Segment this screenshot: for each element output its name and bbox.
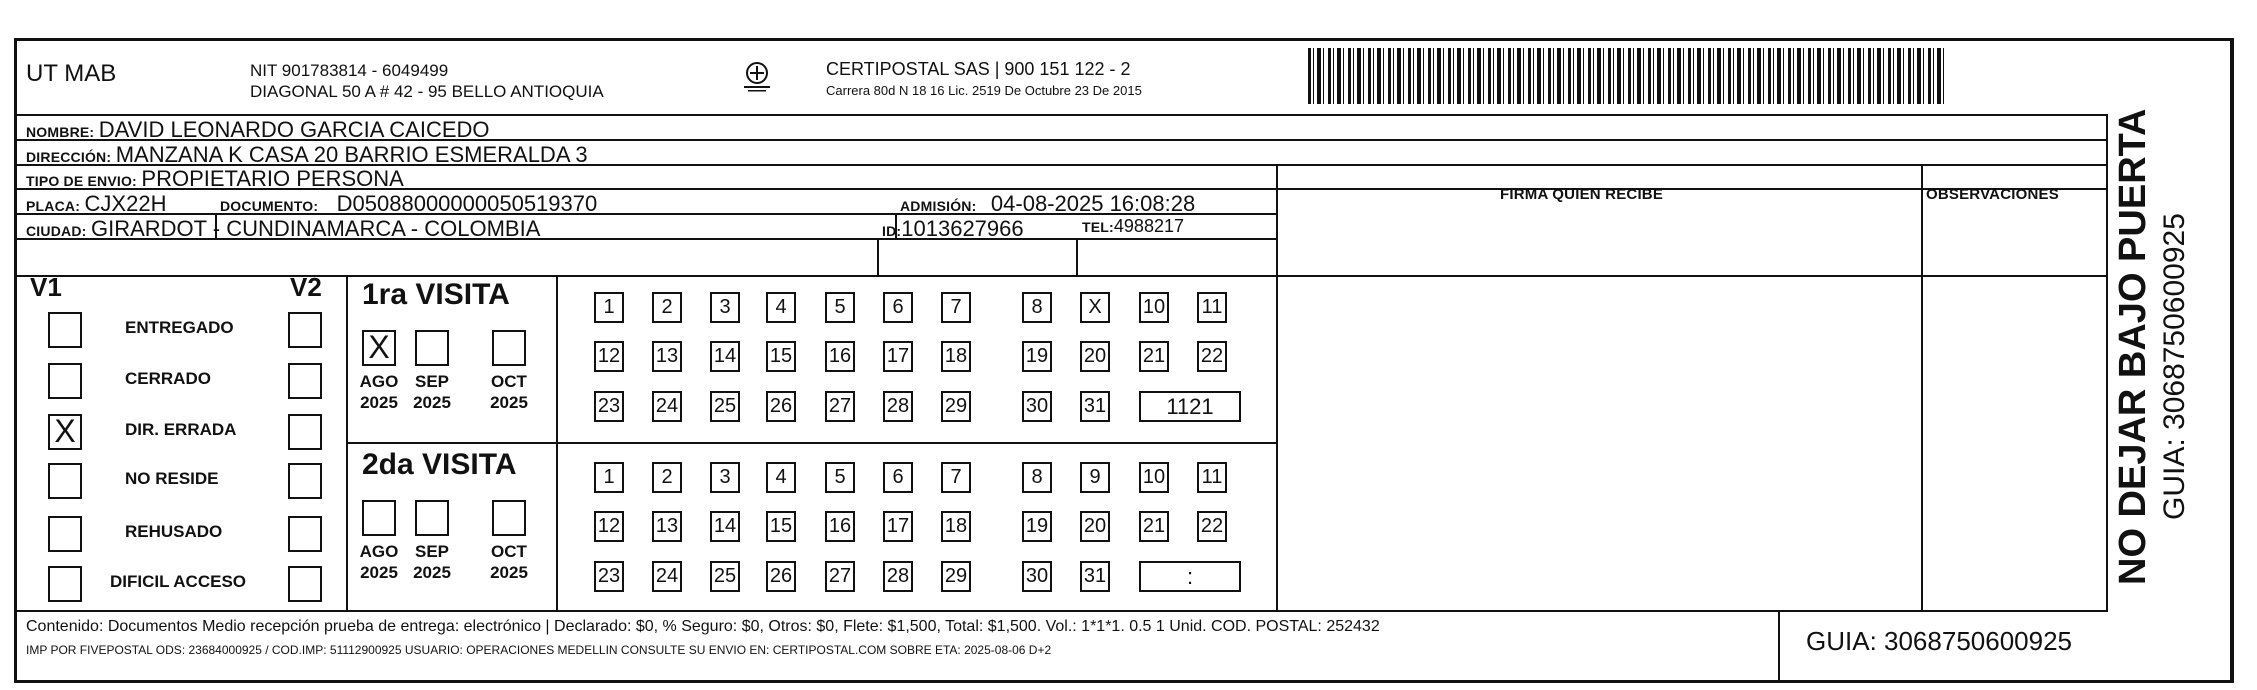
visit1-day-box[interactable]: 3 — [710, 292, 740, 323]
carrier-name: CERTIPOSTAL SAS | 900 151 122 - 2 — [826, 59, 1131, 79]
visit2-time-box[interactable]: : — [1139, 561, 1241, 592]
visit2-day-box[interactable]: 9 — [1080, 462, 1110, 493]
visit1-month-label: AGO — [359, 372, 399, 391]
visit1-day-box[interactable]: 19 — [1022, 341, 1052, 372]
document-field: DOCUMENTO: D05088000000050519370 — [220, 191, 598, 216]
carrier-license: Carrera 80d N 18 16 Lic. 2519 De Octubre 23 De 2015 — [826, 83, 1142, 98]
visit1-day-box[interactable]: 17 — [883, 341, 913, 372]
visit2-month-checkbox[interactable] — [492, 500, 526, 536]
visit1-day-box[interactable]: 31 — [1080, 391, 1110, 422]
visit2-day-box[interactable]: 5 — [825, 462, 855, 493]
visit2-title: 2da VISITA — [362, 448, 517, 481]
v1-label: V1 — [30, 272, 62, 302]
visit2-day-box[interactable]: 15 — [766, 511, 796, 542]
visit1-day-box[interactable]: 18 — [941, 341, 971, 372]
visit2-day-box[interactable]: 4 — [766, 462, 796, 493]
visit1-day-box[interactable]: 22 — [1197, 341, 1227, 372]
side-guide-number: GUIA: 3068750600925 — [2158, 213, 2191, 520]
visit2-day-box[interactable]: 30 — [1022, 561, 1052, 592]
visit2-month-label: SEP — [414, 542, 450, 561]
visit2-day-box[interactable]: 3 — [710, 462, 740, 493]
shipment-type: PROPIETARIO PERSONA — [141, 166, 404, 191]
visit2-day-box[interactable]: 10 — [1139, 462, 1169, 493]
visit1-month-label: SEP — [414, 372, 450, 391]
visit1-month-checkbox[interactable]: X — [362, 330, 396, 366]
barcode-image — [1308, 48, 1948, 104]
v2-status-checkbox[interactable] — [288, 312, 322, 348]
visit2-year-label: 2025 — [413, 563, 451, 582]
status-label: REHUSADO — [125, 522, 223, 541]
visit1-day-box[interactable]: 23 — [594, 391, 624, 422]
visit2-day-box[interactable]: 13 — [652, 511, 682, 542]
observations-area[interactable] — [1923, 214, 2106, 610]
visit1-day-box[interactable]: 24 — [652, 391, 682, 422]
type-row: TIPO DE ENVIO: PROPIETARIO PERSONA — [26, 166, 404, 191]
visit2-day-box[interactable]: 1 — [594, 462, 624, 493]
visit1-day-box[interactable]: 6 — [883, 292, 913, 323]
visit2-month-label: OCT — [491, 542, 527, 561]
v1-status-checkbox[interactable] — [48, 463, 82, 499]
sender-address: DIAGONAL 50 A # 42 - 95 BELLO ANTIOQUIA — [250, 82, 604, 101]
v1-status-checkbox[interactable] — [48, 516, 82, 552]
visit2-day-box[interactable]: 23 — [594, 561, 624, 592]
city-field: CIUDAD: GIRARDOT - CUNDINAMARCA - COLOMBIA — [26, 216, 541, 241]
v2-status-checkbox[interactable] — [288, 463, 322, 499]
visit1-day-box[interactable]: 26 — [766, 391, 796, 422]
visit1-day-box[interactable]: 28 — [883, 391, 913, 422]
visit1-day-box[interactable]: 7 — [941, 292, 971, 323]
visit2-day-box[interactable]: 2 — [652, 462, 682, 493]
visit2-day-box[interactable]: 20 — [1080, 511, 1110, 542]
visit1-day-box[interactable]: 10 — [1139, 292, 1169, 323]
visit2-day-box[interactable]: 11 — [1197, 462, 1227, 493]
status-label: ENTREGADO — [125, 318, 234, 337]
visit1-day-box[interactable]: 5 — [825, 292, 855, 323]
visit1-year-label: 2025 — [413, 393, 451, 412]
tel-field: TEL:4988217 — [1082, 216, 1184, 236]
visit1-day-box[interactable]: 13 — [652, 341, 682, 372]
visit1-day-box[interactable]: 4 — [766, 292, 796, 323]
visit1-day-box[interactable]: 21 — [1139, 341, 1169, 372]
visit2-day-box[interactable]: 19 — [1022, 511, 1052, 542]
v2-status-checkbox[interactable] — [288, 516, 322, 552]
id-field: ID:1013627966 — [882, 216, 1024, 241]
status-label: NO RESIDE — [125, 469, 219, 488]
visit1-day-box[interactable]: 20 — [1080, 341, 1110, 372]
v2-status-checkbox[interactable] — [288, 363, 322, 399]
company-short: UT MAB — [26, 60, 117, 87]
visit1-month-checkbox[interactable] — [415, 330, 449, 366]
visit1-month-checkbox[interactable] — [492, 330, 526, 366]
recipient-address: MANZANA K CASA 20 BARRIO ESMERALDA 3 — [115, 142, 588, 167]
nit-line: NIT 901783814 - 6049499 — [250, 61, 449, 80]
visit1-day-box[interactable]: 14 — [710, 341, 740, 372]
visit2-day-box[interactable]: 28 — [883, 561, 913, 592]
recipient-name: DAVID LEONARDO GARCIA CAICEDO — [98, 117, 490, 142]
signature-area[interactable] — [1278, 214, 1921, 610]
visit2-year-label: 2025 — [490, 563, 528, 582]
v2-status-checkbox[interactable] — [288, 414, 322, 450]
admission-field: ADMISIÓN: 04-08-2025 16:08:28 — [900, 191, 1196, 216]
status-label: CERRADO — [125, 369, 211, 388]
visit2-year-label: 2025 — [360, 563, 398, 582]
footer-print-line: IMP POR FIVEPOSTAL ODS: 23684000925 / COD.IMP: 51112900925 USUARIO: OPERACIONES MEDELLIN CONSULTE SU ENVIO EN: CERTIPOSTAL.COM SOBRE ETA: 2025-08-06 D+2 — [26, 643, 1052, 657]
visit1-day-box[interactable]: 27 — [825, 391, 855, 422]
v2-label: V2 — [290, 272, 322, 302]
visit1-day-box[interactable]: 1 — [594, 292, 624, 323]
visit1-month-label: OCT — [491, 372, 527, 391]
footer-content-line: Contenido: Documentos Medio recepción prueba de entrega: electrónico | Declarado: $0, % Seguro: $0, Otros: $0, Flete: $1,500, Total: $1,500. Vol.: 1*1*1. 0.5 1 Unid. COD. POSTAL: 252432 — [26, 618, 1380, 635]
visit2-month-checkbox[interactable] — [415, 500, 449, 536]
visit2-month-checkbox[interactable] — [362, 500, 396, 536]
plate-field: PLACA: CJX22H — [26, 191, 167, 216]
status-label: DIR. ERRADA — [125, 420, 237, 439]
visit1-day-box[interactable]: 25 — [710, 391, 740, 422]
visit2-day-box[interactable]: 22 — [1197, 511, 1227, 542]
visit1-year-label: 2025 — [490, 393, 528, 412]
visit2-day-box[interactable]: 21 — [1139, 511, 1169, 542]
visit2-day-box[interactable]: 6 — [883, 462, 913, 493]
visit2-day-box[interactable]: 25 — [710, 561, 740, 592]
footer-guide-number: GUIA: 3068750600925 — [1806, 626, 2072, 656]
visit1-day-box[interactable]: X — [1080, 292, 1110, 323]
visit2-day-box[interactable]: 26 — [766, 561, 796, 592]
visit2-month-label: AGO — [359, 542, 399, 561]
v1-status-checkbox[interactable]: X — [48, 414, 82, 450]
address-row: DIRECCIÓN: MANZANA K CASA 20 BARRIO ESMERALDA 3 — [26, 142, 588, 167]
visit2-day-box[interactable]: 16 — [825, 511, 855, 542]
observations-header: OBSERVACIONES — [1926, 186, 2059, 203]
visit2-day-box[interactable]: 27 — [825, 561, 855, 592]
visit1-day-box[interactable]: 8 — [1022, 292, 1052, 323]
visit2-day-box[interactable]: 29 — [941, 561, 971, 592]
name-row: NOMBRE: DAVID LEONARDO GARCIA CAICEDO — [26, 117, 490, 142]
certipostal-logo — [740, 60, 774, 94]
visit1-time-box[interactable]: 1121 — [1139, 391, 1241, 422]
visit1-title: 1ra VISITA — [362, 278, 510, 311]
side-warning: NO DEJAR BAJO PUERTA — [2112, 108, 2154, 585]
visit2-day-box[interactable]: 24 — [652, 561, 682, 592]
visit1-day-box[interactable]: 30 — [1022, 391, 1052, 422]
visit2-day-box[interactable]: 7 — [941, 462, 971, 493]
v2-status-checkbox[interactable] — [288, 566, 322, 602]
v1-status-checkbox[interactable] — [48, 566, 82, 602]
visit1-day-box[interactable]: 2 — [652, 292, 682, 323]
visit1-day-box[interactable]: 29 — [941, 391, 971, 422]
visit2-day-box[interactable]: 14 — [710, 511, 740, 542]
v1-status-checkbox[interactable] — [48, 312, 82, 348]
visit1-day-box[interactable]: 16 — [825, 341, 855, 372]
signature-header: FIRMA QUIEN RECIBE — [1500, 186, 1664, 203]
status-label: DIFICIL ACCESO — [110, 572, 247, 591]
visit2-day-box[interactable]: 12 — [594, 511, 624, 542]
visit2-day-box[interactable]: 18 — [941, 511, 971, 542]
visit1-day-box[interactable]: 15 — [766, 341, 796, 372]
visit2-day-box[interactable]: 17 — [883, 511, 913, 542]
visit1-day-box[interactable]: 12 — [594, 341, 624, 372]
visit1-day-box[interactable]: 11 — [1197, 292, 1227, 323]
visit2-day-box[interactable]: 31 — [1080, 561, 1110, 592]
v1-status-checkbox[interactable] — [48, 363, 82, 399]
visit1-year-label: 2025 — [360, 393, 398, 412]
visit2-day-box[interactable]: 8 — [1022, 462, 1052, 493]
